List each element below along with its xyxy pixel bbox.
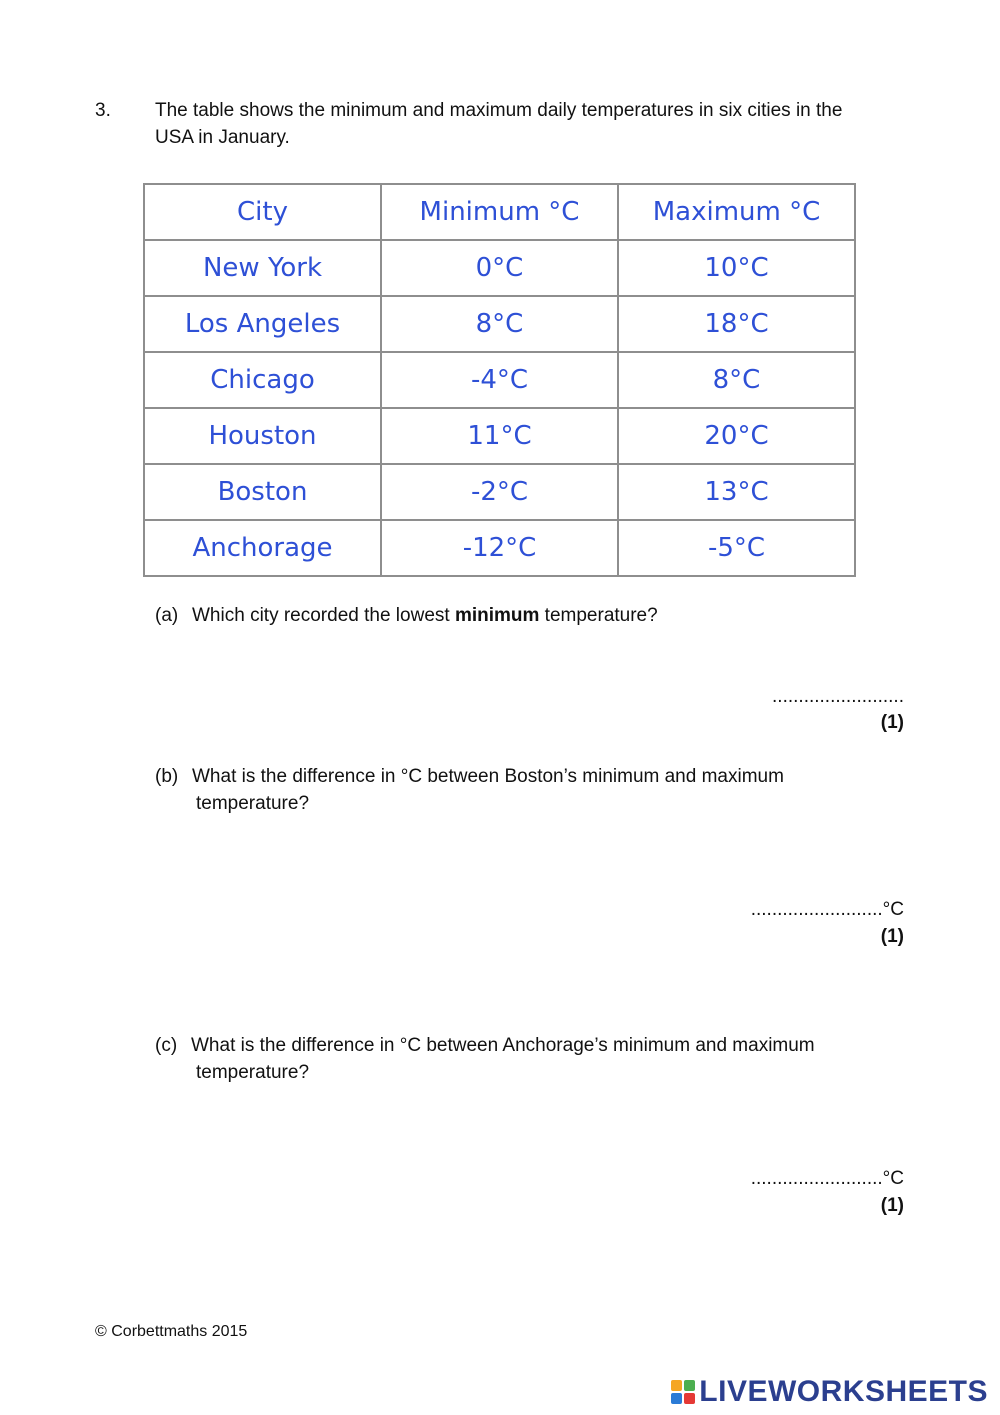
temperature-table bbox=[143, 183, 856, 577]
part-a-question bbox=[192, 602, 892, 629]
min-cell: -2°C bbox=[381, 464, 618, 520]
city-cell: Chicago bbox=[144, 352, 381, 408]
table-row bbox=[144, 520, 855, 576]
part-c-marks: (1) bbox=[880, 1195, 904, 1216]
max-cell: 20°C bbox=[618, 408, 855, 464]
header-minimum: Minimum °C bbox=[381, 184, 618, 240]
part-b-line1: What is the difference in °C between Boston’s minimum and maximum bbox=[192, 766, 784, 787]
max-cell: 10°C bbox=[618, 240, 855, 296]
city-cell: Anchorage bbox=[144, 520, 381, 576]
part-a-text-after: temperature? bbox=[539, 605, 658, 626]
table-row bbox=[144, 464, 855, 520]
max-cell: 8°C bbox=[618, 352, 855, 408]
question-stem: The table shows the minimum and maximum daily temperatures in six cities in the USA in January. bbox=[155, 100, 843, 148]
logo-text: LIVEWORKSHEETS bbox=[699, 1375, 988, 1408]
min-cell: 0°C bbox=[381, 240, 618, 296]
copyright-footer: © Corbettmaths 2015 bbox=[95, 1323, 248, 1340]
city-cell: New York bbox=[144, 240, 381, 296]
min-cell: -4°C bbox=[381, 352, 618, 408]
max-cell: -5°C bbox=[618, 520, 855, 576]
city-cell: Houston bbox=[144, 408, 381, 464]
part-a-label: (a) bbox=[155, 605, 179, 626]
liveworksheets-logo bbox=[671, 1372, 988, 1412]
part-b-line2: temperature? bbox=[196, 793, 310, 814]
table-row bbox=[144, 408, 855, 464]
min-cell: 11°C bbox=[381, 408, 618, 464]
part-b-marks: (1) bbox=[880, 926, 904, 947]
table-row bbox=[144, 240, 855, 296]
part-c-line2: temperature? bbox=[196, 1062, 310, 1083]
header-maximum: Maximum °C bbox=[618, 184, 855, 240]
part-a-text-before: Which city recorded the lowest bbox=[192, 605, 455, 626]
table-row bbox=[144, 352, 855, 408]
header-city: City bbox=[144, 184, 381, 240]
table-row bbox=[144, 296, 855, 352]
min-cell: -12°C bbox=[381, 520, 618, 576]
min-cell: 8°C bbox=[381, 296, 618, 352]
part-c-label: (c) bbox=[155, 1035, 178, 1056]
city-cell: Los Angeles bbox=[144, 296, 381, 352]
liveworksheets-logo-icon bbox=[671, 1380, 695, 1404]
max-cell: 13°C bbox=[618, 464, 855, 520]
part-c-line1: What is the difference in °C between Anchorage’s minimum and maximum bbox=[191, 1035, 815, 1056]
max-cell: 18°C bbox=[618, 296, 855, 352]
part-b-label: (b) bbox=[155, 766, 179, 787]
city-cell: Boston bbox=[144, 464, 381, 520]
part-a-text-bold: minimum bbox=[454, 605, 540, 626]
part-a-marks: (1) bbox=[880, 712, 904, 733]
part-a-answer-line[interactable]: ......................... bbox=[772, 686, 904, 707]
table-header-row bbox=[144, 184, 855, 240]
part-b-answer-line[interactable]: .........................°C bbox=[750, 899, 904, 920]
part-c-answer-line[interactable]: .........................°C bbox=[750, 1168, 904, 1189]
question-number: 3. bbox=[95, 100, 111, 121]
